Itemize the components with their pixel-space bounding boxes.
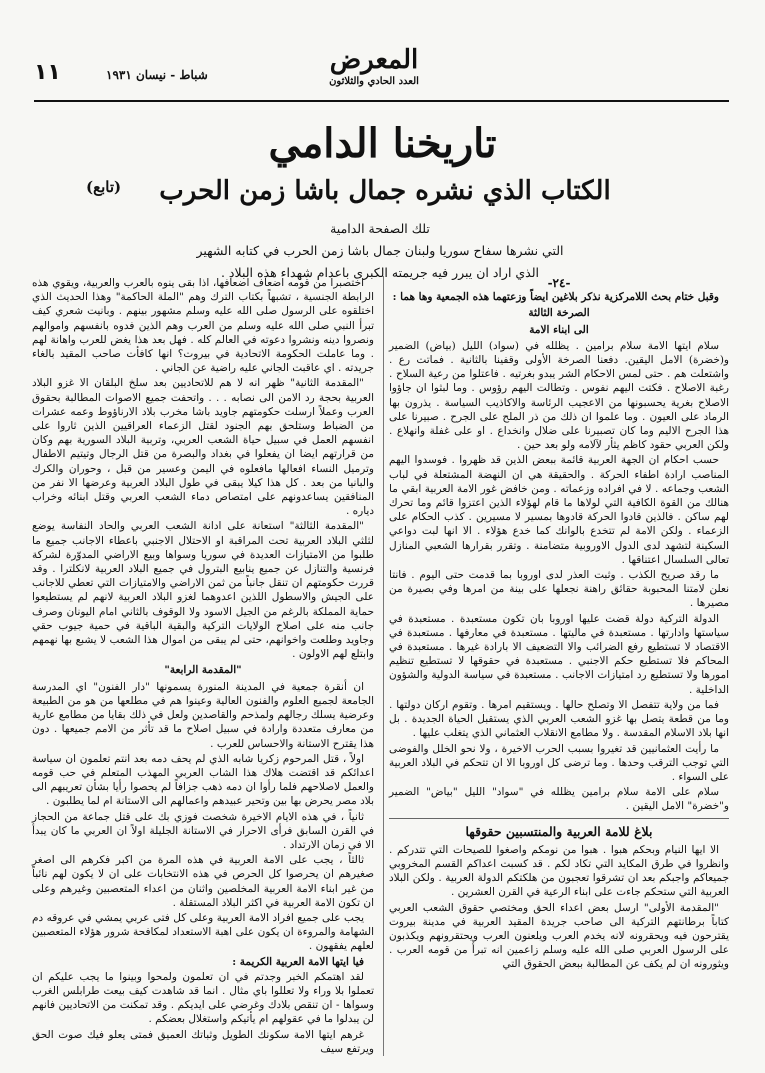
- paragraph: وقبل ختام بحث اللامركزية نذكر بلاغين ايضاً وزعتهما هذه الجمعية وها هما :: [392, 291, 719, 304]
- paragraph: الا ايها النيام وبحكم هبوا . هبوا من نومكم واصغوا للصيحات التي تتدركم . وانظروا في طرق المكايد التي تكاد لكم . قد كسبت اعداكم القسم المخروبي جميعاكم واجبكم بعد ان تشرقوا تعجبون من هلكتكم الدولة العربية . ولكن البلاد العربية التي ستحكم جاءت على ابناء الرعية في القرن العشرين .: [389, 843, 729, 899]
- page-header: [34, 44, 729, 104]
- paragraph: سلام ايتها الامة سلام برامين . يظلله في (سواد) الليل (بياض) الضمير و(خضرة) الامل اليقين. دفعنا الصرخة الأولى وقفينا بالثانية . فماتت رع . واشتعلت هم . حتى لمس الاحكام الشر يبدو بغرتيه . فاعتلوا من رعية السلاح . رغبة الاصلاح . فكتت اليهم نفوس . وتطالت اليهم رؤوس . وما لبثوا ان جاؤوا الاصلاح بغرية يحسبونها من الاعجيب الرئاسة والاكاذيب السياسة . يذرون بها الرماد على العيون . وما علموا ان ذلك من ذر الملح على الجرح . صبيرنا على هذا الجرح الاليم وما كان تصبيرنا على ضلال وانخداع . او على غفلة وانهلاع . ولكن العربي حقود كاظم يثأر لآلامه ولو بعد حين .: [389, 339, 729, 452]
- intro-line: التي نشرها سفاح سوريا ولبنان جمال باشا زمن الحرب في كتابه الشهير: [196, 243, 564, 258]
- paragraph: يجب على جميع افراد الامة العربية وعلى كل فتى عربي يمشي في عروقه دم الشهامة والمروءة ان يكون على اهبة الاستعداد لمكافحة شرور هؤلاء المتعصبين لعلهم يفقهون .: [32, 911, 374, 953]
- column-divider: [383, 276, 384, 1056]
- paragraph: "المقدمة الأولى" ارسل بعض اعداء الحق ومختصي حقوق الشعب العربي كتاباً برطانتهم التركية الى صاحب جريدة المقيد العربية في مدينة بيروت يقترحون فيه ويحقرونه لانه يخدم العرب ويلعنون العرب ويحتقرونهم ويكذبون على الرسول العربي صلى الله عليه وسلم زاعمين انه تبرأ من قومه العرب . ويثورونه ان لم يكف عن المطالبة ببعض الحقوق التي: [389, 901, 729, 971]
- paragraph: ثالثاً ، يجب على الامة العربية في هذه المرة من اكبر فكرهم الى اصغر صغيرهم ان يحرصوا كل الحرص في هذه الانتخابات على ان لا يكون لهم نائباً من غير ابناء الامة العربية المخلصين واثنان من اعداء المتعصبين وغيرهم وعلى ان تكون الامة العربية في اكثر البلاد المستقلة .: [32, 854, 374, 909]
- page-number: ١١: [34, 60, 61, 85]
- paragraph: "المقدمة الثالثة" استعانة على ادانة الشعب العربي والحاد النفاسة يوضع لثلثي البلاد العربية تحت المراقبة او الاحتلال الاجنبي باعطاء الاجانب جميع ما طلبوا من الامتيازات العديدة في سوريا وسواها وبيع الاراضي المدوّرة لشركة فرنسية والتنازل عن جميع ينابيع البترول في جميع البلاد العربية لانكلترا . وقد قررت حكومتهم ان تنقل جانباً من ثمن الاراضي والامتيازات التي تعطي للاجانب على الجيش والاسطول اللذين اعدوهما لغزو البلاد العربية لانهم لم يستطيعوا حماية المملكة بالرغم من الجيل الاسود ولا الوقوف بالثاني امام اليونان وصرف جانب منه على اصلاح الولايات التركية والبقية الباقية في حمية جيوب حقي وجاويد وطلعت واخوانهم، حتى لم يبقى من اموال هذا الشعب لا يشبع بها نهمهم وابتلع لهم الاولون .: [32, 520, 374, 661]
- paragraph: ان أنقرة جمعية في المدينة المنورة يسمونها "دار الفنون" اي المدرسة الجامعة لجميع العلوم والفنون العالية وعينوا هم في مطلعها من هو من الطبيعة وعرضية يسلك رجالهم ولمذحم والقاصدين ولعل في ذلك بقايا من مطامع عارية من معارف متعددة وارادة في سبيل اصلاح ما قد تأثر من الامم جميعها . دون هذا يقترح الاستانة والاحساس للعرب .: [32, 680, 374, 750]
- masthead: [319, 44, 429, 87]
- left-column: [32, 276, 374, 1057]
- section-heading: الصرخة الثالثة: [528, 307, 590, 320]
- section-heading: الى ابناء الامة: [529, 323, 589, 336]
- intro-line: تلك الصفحة الدامية: [330, 221, 430, 236]
- paragraph: اختصبرا من قومه اضعاف اضعافها، اذا بقى ينوه بالعرب والعربية، ويقوي هذه الرابطة الجنسية ، تشبهاً بكتاب الترك وهم "الملة الحاكمة" وهذا الحديث الذي اختلقوه على الرسول صلى الله عليه وسلم مشهور بينهم . وبانيت شعري كيف تبرأ النبي صلى الله عليه وسلم من العرب وهم الذين فدوه بانفسهم واموالهم ونصروا دينه ونشروا دعوته في العالم كله . فهل بعد هذا يغض للعرب واهانة لهم . وما عاملت الحكومة الاتحادية في بيروت؟ انها كافأت صاحب المقيد بالغاء جريدته . اي عاقبت الجاني عليه راضية عن الجاني .: [32, 277, 374, 375]
- continued-tag: (تابع): [86, 178, 122, 196]
- intro-line: الذي اراد ان يبرر فيه جريمته الكبرى باعدام شهداء هذه البلاد .: [220, 265, 540, 280]
- volume-label: العدد الحادي والثلاثون: [329, 76, 419, 87]
- issue-date: شباط - نيسان ١٩٣١: [106, 68, 208, 82]
- paragraph: الدولة التركية دولة قضت عليها اوروبا بان تكون مستعبدة . مستعبدة في سياستها وادارتها . مستعبدة في ماليتها . مستعبدة في معارفها . مستعبدة في الاقتصاد لا تستطيع رفع الضرائب والا التضعيف الا بارادة غيرها . مستعبدة في المحاكم فلا تستطيع حكم الاجنبي . مستعبدة في حقوقها لا تستطيع تنظيم امورها ولا تستطيع رد امتيازات الاجانب . مستعبدة في سياسة الدولية والشؤون الداخلية .: [389, 612, 729, 696]
- paragraph: ما رقد صريح الكذب . وثبت العذر لدى اوروبا بما قدمت حتى اليوم . فانتا نعلن لامتنا المحبوبة حقائق راهنة نجعلها على بينة من امرها وفي بصيرة من مصيرها .: [389, 569, 729, 610]
- paragraph: "المقدمة الثانية" ظهر انه لا هم للاتحاديين بعد سلخ البلقان الا غزو البلاد العربية بحجة رد الامن الى نصابه . . . واتحفت جميع الاصوات المطالبة بحقوق العرب وعملاً ارسلت حكومتهم جاويد باشا مخرب بلاد الارناؤوط وعمه عشرات من الضباط وستلحق بهم الجنود لقتل الزعماء العراقيين الذين ثاروا على انفسهم العمل في سبيل حياة الشعب العربي، وتربية البلاد السورية بهم وكان من قرارتهم ايضا ان يفعلوا في بغداد والبصرة من قتل الرجال وتيتيم الاطفال وترميل النساء افعالها مافعلوه في اليمن وعسير من قبل ، وحوران والكرك والبانيا من بعد . كل هذا كيلا يبقى في طول البلاد العربية وعرضها الا نفر من المنافقين يساعدونهم على امتصاص دماء الشعب العربي وقتل ابنائه وخراب دياره .: [32, 377, 374, 518]
- section-heading: "المقدمة الرابعة": [164, 664, 242, 677]
- right-column: [389, 276, 729, 973]
- header-rule: [34, 100, 729, 102]
- article-title: تاريخنا الدامي: [268, 120, 497, 167]
- paragraph: ثانياً ، في هذه الايام الاخيرة شخصت فوزي بك على قتل جماعة من الحجاز في القرن السابق فرأى الاحرار في الاستانة الجليلة اولاً ان العربي ما كان يبدأ الا في زمان الارتداد .: [32, 810, 374, 851]
- sub-section-title: بلاغ للامة العربية والمنتسبين حقوقها: [465, 823, 653, 839]
- paragraph: ما رأيت العثمانيين قد تغيروا بسبب الحرب الاخيرة ، ولا نحو الخلل والفوضى التي توجب الترقب وحدها . وما ترضى كل اوروبا الا ان تتحكم في البلاد العربية على السواء .: [389, 742, 729, 783]
- paragraph: سلام على الامة سلام برامين يظلله في "سواد" الليل "بياض" الضمير و"خضرة" الامل اليقين .: [389, 786, 729, 813]
- article-intro: [120, 218, 640, 284]
- paragraph: اولاً ، قتل المرحوم زكريا شابه الذي لم يحف دمه بعد انتم تعلمون ان سياسة اعدائكم قد اقتضت هلاك هذا الشاب العربي المهذب المتعلم في حب قومه والعمل لاصلاحهم فلما رأوا ان دمه ذهب جزافاً لم يحصوا رأيا بشأن تعريبهم الى بلاد مصر يحرض بها بين وتحير عبيدهم واعمالهم الى الاستانة ام لما يطلبون .: [32, 752, 374, 808]
- paragraph: حسب احكام ان الجهة العربية قائمة ببعض الذين قد ظهروا . فوسدوا اليهم المناصب ارادة اطفاء الحركة . والحقيقة هي ان النهضة المشتعلة في لباب الشعب وجماعه . لا في افراده وزعماته . ومن خافض غور الامة العربية ابقي ما هنالك من القوة الكافية التي لولاها ما قام لهؤلاء الذين اعتزوا قائم وما تحرك لهم ساكن . فالذين قادوا الحركة قادوها بمسير لا مسيرين . كذب الحكام على الزعماء . ولكن الامة لم تتخدع بالوانك كما خدع هؤلاء . الا انها لبت دواعي السكينة لتشهد لدى الدول الاوروبية متضامنة . وتقرر بقرارها الشعبي المنازل تعالى السلسال اعتناقها .: [389, 454, 729, 566]
- paragraph: فيا ايتها الامة العربية الكريمة :: [232, 955, 364, 968]
- paragraph: لقد اهتمكم الخبر وجدتم في ان تعلمون ولمحوا وبينوا ما يجب عليكم ان تعملوا بلا وراء ولا تعللوا باي مثال . انما قد شاهدت كيف بيعت طرابلس الغرب وسواها - ان تنقص بلادك وغرضي على ايديكم . وقد تمكنت من الاتحاديين فانهم لن يبدلوا ما في عقولهم ام يأتيكم واستغلال بعضكم .: [32, 970, 374, 1026]
- article-subtitle: الكتاب الذي نشره جمال باشا زمن الحرب: [159, 176, 611, 206]
- paragraph: غرهم ايتها الامة سكونك الطويل وثباتك العميق فمتى يعلو فيك صوت الحق ويرتفع سيف: [32, 1028, 374, 1055]
- masthead-logo: المعرض: [329, 45, 419, 75]
- divider: [389, 818, 729, 819]
- paragraph: فما من ولاية تتفصل الا وتصلح حالها . ويستقيم امرها . وتقوم اركان دولتها . وما من قطعة يتصل بها غزو الشعب العربي الذي يستقبل الحياة الجديدة . بل انها بلاد الاسلام المقدسة . ولا مطامع الانقلاب العثماني الذي يتغلب عليها .: [389, 698, 729, 740]
- section-number: -٢٤-: [547, 276, 571, 290]
